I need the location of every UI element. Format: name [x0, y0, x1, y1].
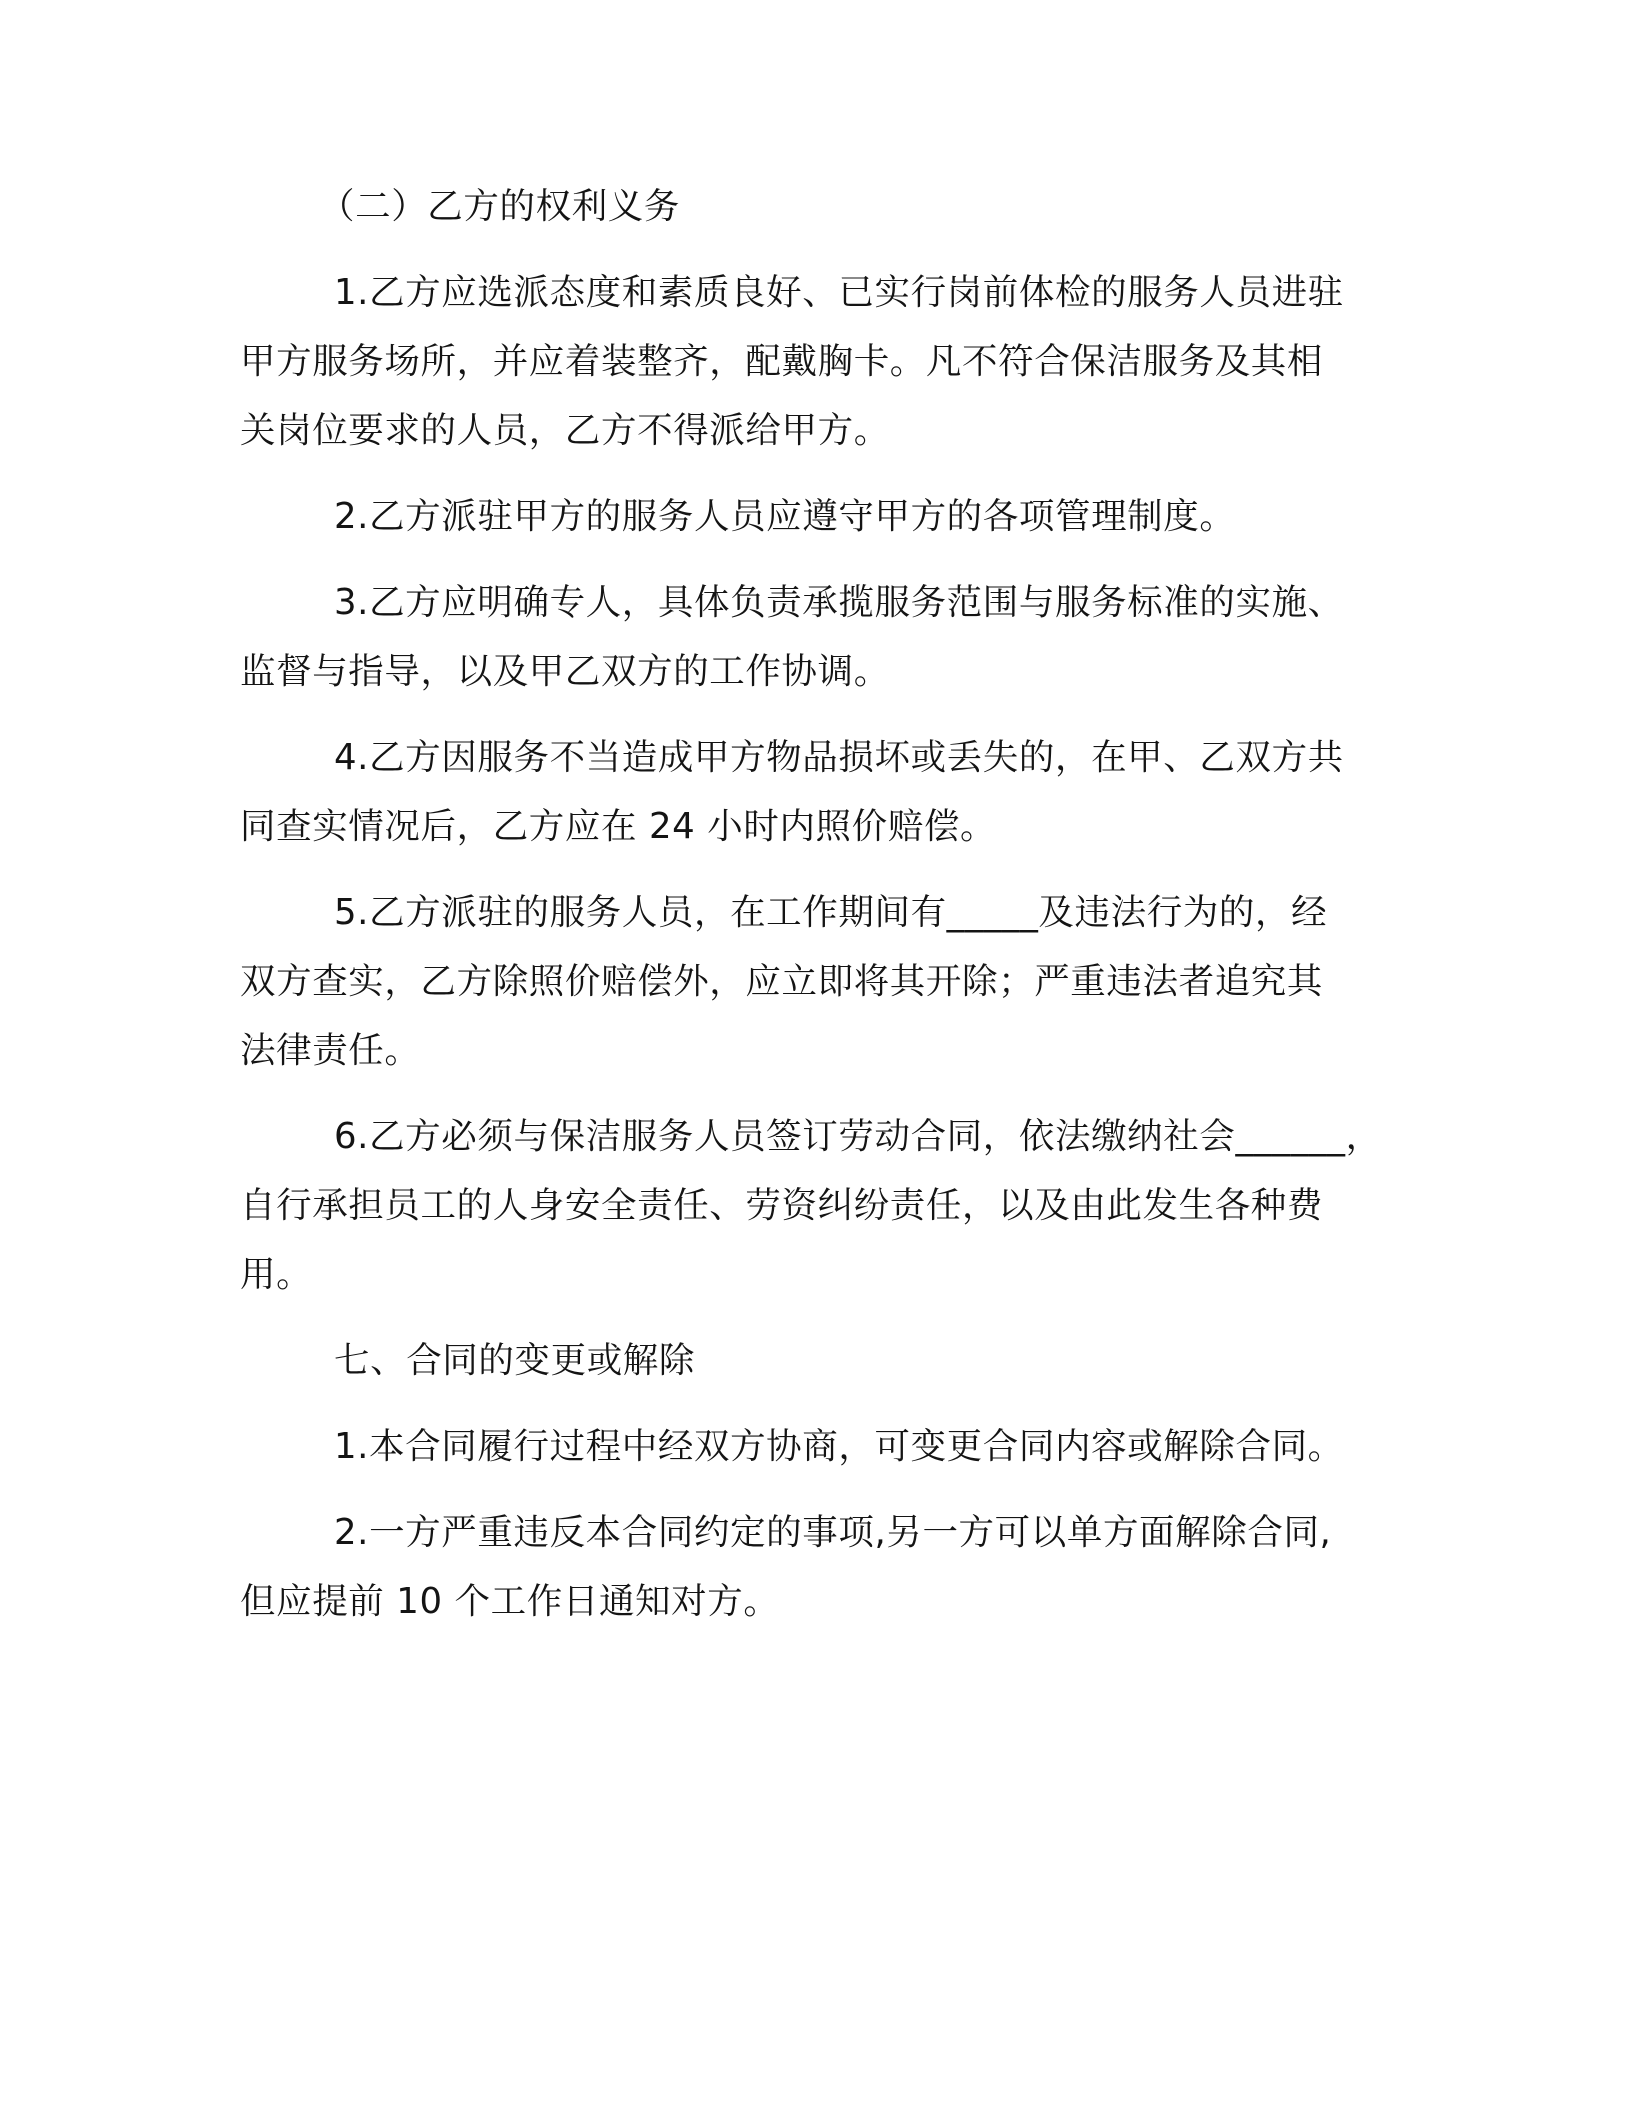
section-b-heading: （二）乙方的权利义务 — [319, 186, 681, 227]
clause-b-3-line-2: 监督与指导，以及甲乙双方的工作协调。 — [240, 651, 890, 692]
clause-b-5-line-3: 法律责任。 — [240, 1030, 421, 1071]
clause-b-3-line-1: 3.乙方应明确专人，具体负责承揽服务范围与服务标准的实施、 — [334, 582, 1344, 623]
clause-b-2 — [240, 495, 1405, 539]
clause-7-2 — [240, 1511, 1405, 1624]
clause-7-2-line-1: 2.一方严重违反本合同约定的事项,另一方可以单方面解除合同, — [334, 1512, 1332, 1553]
clause-b-2-line-1: 2.乙方派驻甲方的服务人员应遵守甲方的各项管理制度。 — [334, 496, 1236, 537]
clause-b-3 — [240, 581, 1405, 694]
line-spacer — [240, 1228, 1405, 1253]
clause-b-4 — [240, 736, 1405, 849]
line-spacer — [240, 935, 1405, 960]
clause-b-4-line-2: 同查实情况后，乙方应在 24 小时内照价赔偿。 — [240, 806, 997, 847]
clause-b-5-line-1: 5.乙方派驻的服务人员，在工作期间有_____及违法行为的，经 — [334, 892, 1328, 933]
clause-b-4-line-1: 4.乙方因服务不当造成甲方物品损坏或丢失的，在甲、乙双方共 — [334, 737, 1344, 778]
clause-b-6-line-2: 自行承担员工的人身安全责任、劳资纠纷责任，以及由此发生各种费 — [240, 1185, 1324, 1226]
clause-b-5-line-2: 双方查实，乙方除照价赔偿外，应立即将其开除；严重违法者追究其 — [240, 961, 1324, 1002]
line-spacer — [240, 384, 1405, 409]
clause-b-6-line-1: 6.乙方必须与保洁服务人员签订劳动合同，依法缴纳社会______， — [334, 1116, 1382, 1157]
clause-b-1-line-1: 1.乙方应选派态度和素质良好、已实行岗前体检的服务人员进驻 — [334, 272, 1344, 313]
clause-b-6-line-3: 用。 — [240, 1254, 313, 1295]
clause-b-6 — [240, 1115, 1405, 1297]
clause-7-1 — [240, 1425, 1405, 1469]
document-page — [240, 185, 1405, 1666]
section-7-heading: 七、合同的变更或解除 — [334, 1340, 696, 1381]
line-spacer — [240, 780, 1405, 805]
clause-7-1-line-1: 1.本合同履行过程中经双方协商，可变更合同内容或解除合同。 — [334, 1426, 1344, 1467]
clause-7-2-line-2: 但应提前 10 个工作日通知对方。 — [240, 1581, 780, 1622]
clause-b-5 — [240, 891, 1405, 1073]
clause-b-1 — [240, 271, 1405, 453]
clause-b-1-line-3: 关岗位要求的人员，乙方不得派给甲方。 — [240, 410, 890, 451]
line-spacer — [240, 315, 1405, 340]
clause-b-1-line-2: 甲方服务场所，并应着装整齐，配戴胸卡。凡不符合保洁服务及其相 — [240, 341, 1324, 382]
line-spacer — [240, 1555, 1405, 1580]
line-spacer — [240, 1004, 1405, 1029]
line-spacer — [240, 625, 1405, 650]
line-spacer — [240, 1159, 1405, 1184]
